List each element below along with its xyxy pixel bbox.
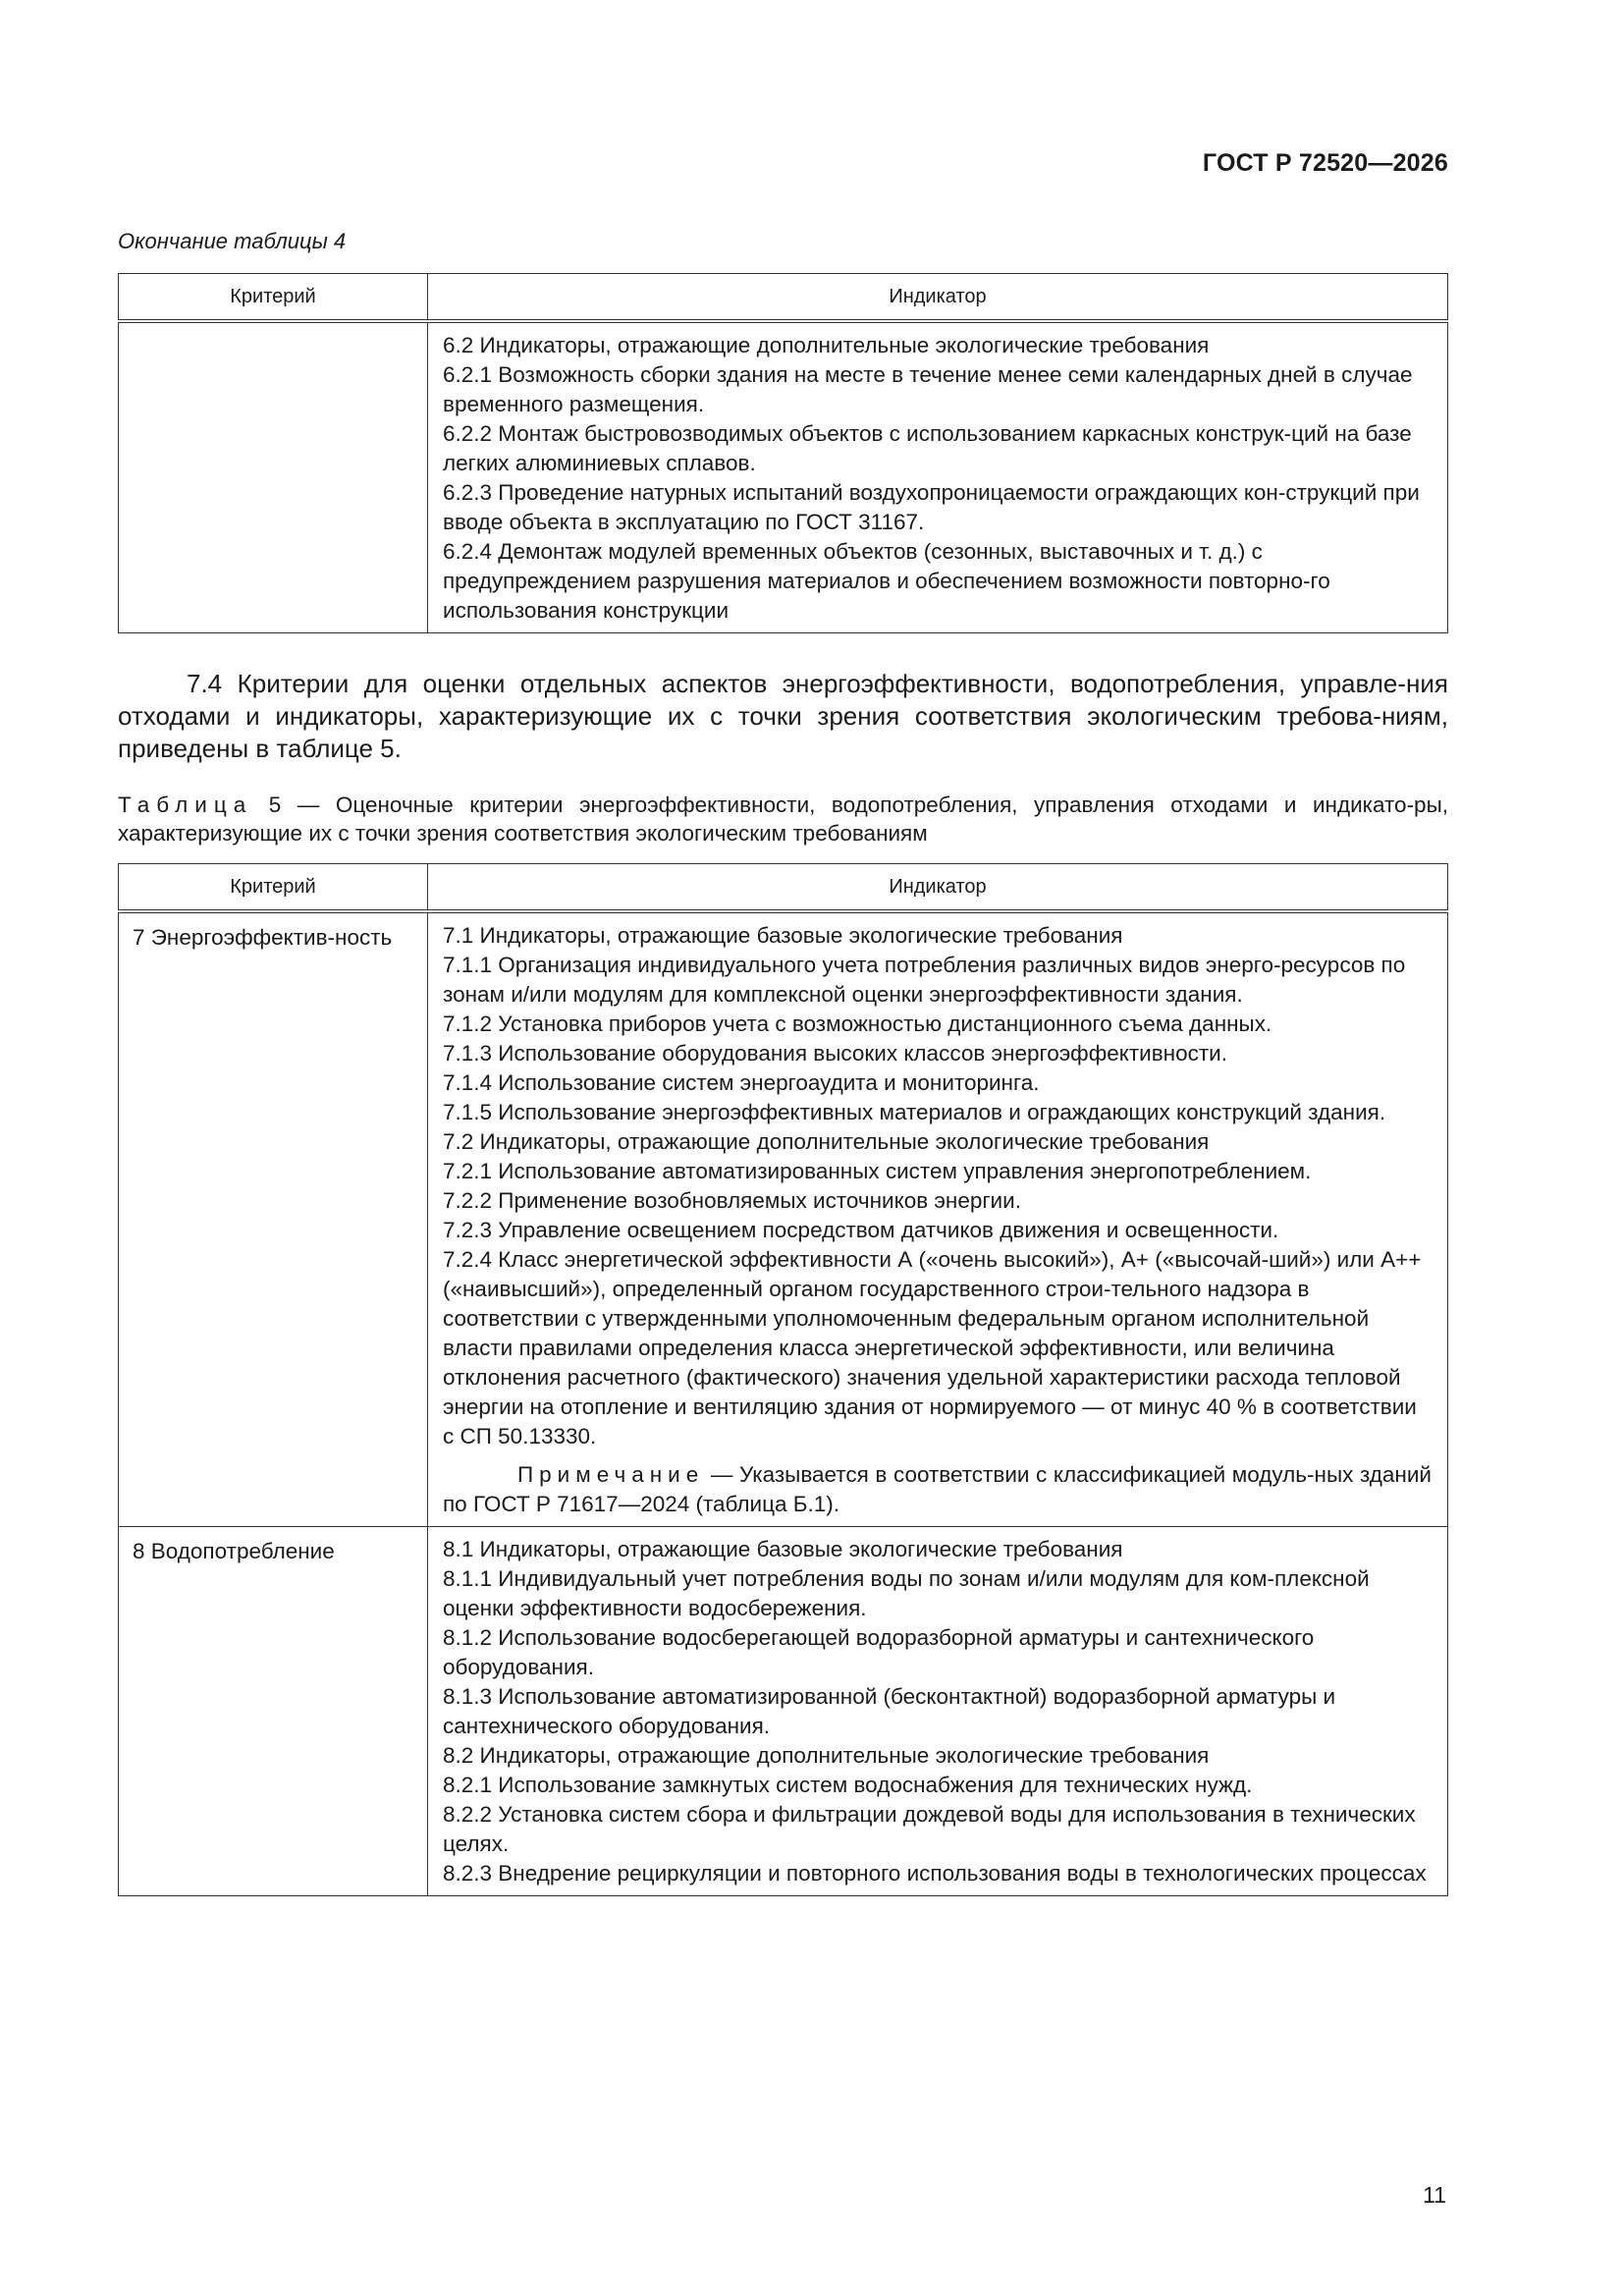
- criterion-cell: [119, 321, 428, 633]
- indicator-line: 7.2.2 Применение возобновляемых источников энергии.: [443, 1188, 1021, 1213]
- indicator-line: 7.1.3 Использование оборудования высоких классов энергоэффективности.: [443, 1041, 1227, 1066]
- note-label: Примечание: [517, 1462, 705, 1487]
- page-number: 11: [1423, 2182, 1446, 2208]
- indicator-line: 7.1.4 Использование систем энергоаудита и мониторинга.: [443, 1070, 1040, 1095]
- indicator-line: 7.1.5 Использование энергоэффективных материалов и ограждающих конструкций здания.: [443, 1100, 1386, 1124]
- column-header-indicator: Индикатор: [428, 274, 1448, 322]
- column-header-criterion: Критерий: [119, 864, 428, 912]
- indicator-line: 7.2.3 Управление освещением посредством датчиков движения и освещенности.: [443, 1218, 1279, 1242]
- table-5-caption-label: Таблица: [118, 793, 253, 817]
- column-header-criterion: Критерий: [119, 274, 428, 322]
- indicator-cell: [428, 321, 1448, 633]
- indicator-line: 8.1.3 Использование автоматизированной (бесконтактной) водоразборной арматуры и сантехнического оборудования.: [443, 1684, 1336, 1738]
- table-row: [119, 321, 1448, 633]
- table-note: [443, 1460, 1432, 1519]
- table-5-caption: [118, 791, 1448, 847]
- indicator-line: 6.2.2 Монтаж быстровозводимых объектов с использованием каркасных конструк-ций на базе легких алюминиевых сплавов.: [443, 421, 1412, 475]
- document-code: ГОСТ Р 72520—2026: [1202, 149, 1448, 177]
- table-continuation-label: Окончание таблицы 4: [118, 229, 347, 253]
- indicator-line: 8.2.2 Установка систем сбора и фильтрации дождевой воды для использования в технических целях.: [443, 1802, 1416, 1856]
- indicator-line: 6.2.1 Возможность сборки здания на месте в течение менее семи календарных дней в случае временного размещения.: [443, 362, 1413, 416]
- column-header-indicator: Индикатор: [428, 864, 1448, 912]
- indicator-cell: [428, 911, 1448, 1527]
- table-5-caption-text: 5 — Оценочные критерии энергоэффективности, водопотребления, управления отходами и индикато-ры, характеризующие их с точки зрения соответствия экологическим требованиям: [118, 793, 1448, 846]
- indicator-line: 7.1 Индикаторы, отражающие базовые экологические требования: [443, 923, 1123, 948]
- criterion-cell: 7 Энергоэффектив-ность: [119, 911, 428, 1527]
- table-row: [119, 911, 1448, 1527]
- table-4: [118, 273, 1448, 633]
- indicator-line: 8.2.1 Использование замкнутых систем водоснабжения для технических нужд.: [443, 1773, 1253, 1797]
- indicator-line: 7.2.1 Использование автоматизированных систем управления энергопотреблением.: [443, 1159, 1312, 1183]
- indicator-line: 7.2 Индикаторы, отражающие дополнительные экологические требования: [443, 1129, 1210, 1154]
- indicator-line: 7.1.2 Установка приборов учета с возможностью дистанционного съема данных.: [443, 1011, 1272, 1036]
- paragraph-7-4: 7.4 Критерии для оценки отдельных аспектов энергоэффективности, водопотребления, управле-ния отходами и индикаторы, характеризующие их с точки зрения соответствия экологическим требова-ниям, приведены в таблице 5.: [118, 669, 1448, 763]
- indicator-line: 8.2.3 Внедрение рециркуляции и повторного использования воды в технологических процессах: [443, 1861, 1427, 1886]
- indicator-line: 8.1 Индикаторы, отражающие базовые экологические требования: [443, 1537, 1123, 1561]
- indicator-line: 8.2 Индикаторы, отражающие дополнительные экологические требования: [443, 1743, 1210, 1768]
- indicator-line: 7.1.1 Организация индивидуального учета потребления различных видов энерго-ресурсов по зонам и/или модулям для комплексной оценки энергоэффективности здания.: [443, 953, 1406, 1007]
- table-row: [119, 1527, 1448, 1896]
- indicator-line: 8.1.2 Использование водосберегающей водоразборной арматуры и сантехнического оборудования.: [443, 1625, 1315, 1679]
- indicator-line: 6.2.3 Проведение натурных испытаний воздухопроницаемости ограждающих кон-струкций при вводе объекта в эксплуатацию по ГОСТ 31167.: [443, 480, 1420, 534]
- note-text: — Указывается в соответствии с классификацией модуль-ных зданий по ГОСТ Р 71617—2024 (таблица Б.1).: [443, 1462, 1432, 1516]
- indicator-line: 6.2.4 Демонтаж модулей временных объектов (сезонных, выставочных и т. д.) с предупреждением разрушения материалов и обеспечением возможности повторно-го использования конструкции: [443, 539, 1330, 623]
- table-5: [118, 863, 1448, 1896]
- indicator-line: 8.1.1 Индивидуальный учет потребления воды по зонам и/или модулям для ком-плексной оценки эффективности водосбережения.: [443, 1566, 1370, 1620]
- indicator-line: 7.2.4 Класс энергетической эффективности А («очень высокий»), А+ («высочай-ший») или А++ («наивысший»), определенный органом государственного строи-тельного надзора в соответствии с утвержденными уполномоченным федеральным органом исполнительной власти правилами определения класса энергетической эффективности, или величина отклонения расчетного (фактического) значения удельной характеристики расхода тепловой энергии на отопление и вентиляцию здания от нормируемого — от минус 40 % в соответствии с СП 50.13330.: [443, 1247, 1422, 1449]
- indicator-cell: [428, 1527, 1448, 1896]
- indicator-line: 6.2 Индикаторы, отражающие дополнительные экологические требования: [443, 333, 1210, 357]
- criterion-cell: 8 Водопотребление: [119, 1527, 428, 1896]
